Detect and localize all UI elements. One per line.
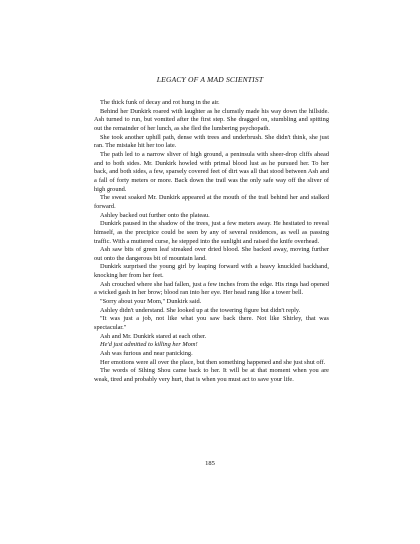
body-text [94, 99, 329, 385]
paragraph: Dunkirk paused in the shadow of the trees, just a few meters away. He hesitated to reveal himself, as the precipice could be seen by any of several residences, as well as passing traffic. With a muttered curse, he stepped into the sunlight and raised the knife overhead. [94, 220, 329, 245]
paragraph: Ash saw bits of green leaf streaked over dried blood. She backed away, moving further out onto the dangerous bit of mountain land. [94, 246, 329, 262]
paragraph: Ash crouched where she had fallen, just a few inches from the edge. His rings had opened a wicked gash in her brow; blood ran into her eye. Her head rang like a tower bell. [94, 280, 329, 297]
paragraph: Ashley didn't understand. She looked up at the towering figure but didn't reply. [100, 306, 301, 314]
paragraph: Dunkirk surprised the young girl by leaping forward with a heavy knuckled backhand, knocking her from her feet. [94, 263, 329, 280]
running-header: LEGACY OF A MAD SCIENTIST [156, 75, 264, 84]
paragraph: The path led to a narrow sliver of high ground, a peninsula with sheer-drop cliffs ahead and to both sides. Mr. Dunkirk howled with primal blood lust as he pursued her. To her back, and both sides, a few, sparsely covered feet of dirt was all that stood between Ash and a fall of forty meters or more. Back down the trail was the only safe way off the sliver of high ground. [94, 150, 329, 193]
paragraph: The words of Sihing Shou came back to her. It will be at that moment when you are weak, tired and probably very hurt, that is when you must act to save your life. [94, 367, 329, 383]
paragraph-italic: He'd just admitted to killing her Mom! [100, 341, 198, 349]
paragraph: Behind her Dunkirk roared with laughter as he clumsily made his way down the hillside. Ash turned to run, but vomited after the first step. She dragged on, stumbling and spitting out the remainder of her lunch, as she fled the lumbering psychopath. [94, 107, 329, 132]
paragraph: She took another uphill path, dense with trees and underbrush. She didn't think, she just ran. The mistake hit her too late. [94, 133, 329, 150]
paragraph: Ash was furious and near panicking. [100, 350, 193, 358]
paragraph: The sweat soaked Mr. Dunkirk appeared at the mouth of the trail behind her and stalked forward. [94, 194, 329, 210]
paragraph: Her emotions were all over the place, but then something happened and she just shut off. [100, 358, 326, 366]
page-number: 185 [205, 460, 215, 467]
paragraph: "Sorry about your Mom," Dunkirk said. [100, 298, 202, 306]
paragraph: Ash and Mr. Dunkirk stared at each other. [100, 332, 207, 340]
paragraph: Ashley backed out further onto the plateau. [100, 211, 210, 219]
paragraph: The thick funk of decay and rot hung in the air. [100, 99, 220, 106]
paragraph: "It was just a job, not like what you saw back there. Not like Shirley, that was spectacular." [94, 315, 329, 332]
